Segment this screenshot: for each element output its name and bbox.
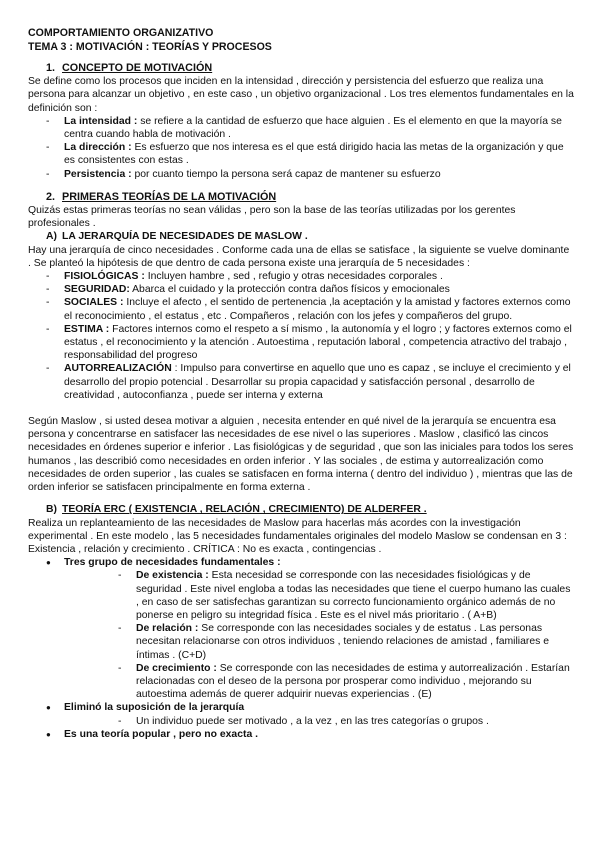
item-term: AUTORREALIZACIÓN (64, 363, 172, 375)
removed-hierarchy-list (100, 715, 574, 728)
section-2-number: 2. (46, 190, 56, 203)
subsection-b-number: B) (46, 504, 57, 516)
maslow-needs-list (28, 270, 574, 402)
item-text: : Impulso para convertirse en aquello que uno es capaz , se incluye el crecimiento y el desarrollo del propio potencial . Desarrollar su propia capacidad y satisfacción personal , desarrollo de creatividad , autoconfianza , puede ser interna y externa (64, 363, 571, 401)
list-item (28, 168, 574, 181)
section-1-title: CONCEPTO DE MOTIVACIÓN (62, 62, 213, 74)
list-item (28, 270, 574, 283)
item-term: Persistencia : (64, 168, 132, 180)
erc-groups-list (100, 569, 574, 701)
item-term: De existencia : (136, 570, 209, 582)
item-term: La dirección : (64, 142, 132, 154)
list-item (100, 715, 574, 728)
item-term: ESTIMA : (64, 323, 110, 335)
item-text: Incluyen hambre , sed , refugio y otras necesidades corporales . (144, 271, 443, 283)
spacer (28, 402, 574, 415)
section-1-number: 1. (46, 62, 56, 74)
list-item (100, 569, 574, 622)
item-term: SEGURIDAD: (64, 284, 130, 296)
item-text: Un individuo puede ser motivado , a la vez , en las tres categorías o grupos . (136, 715, 489, 727)
subsection-b-heading (46, 503, 574, 516)
subsection-a-number: A) (46, 231, 57, 243)
section-2-heading (46, 191, 574, 204)
item-text: Factores internos como el respeto a sí mismo , la autonomía y el logro ; y factores externos como el estatus , el reconocimiento y la atención . Autoestima , reputación laboral , competencia atractivo del trabajo , responsabilidad del progreso (64, 323, 572, 362)
item-text: Incluye el afecto , el sentido de pertenencia ,la aceptación y la amistad y factores externos como el reconocimiento , el estatus , etc . Compañeros , relación con los jefes y compañeros del grupo. (64, 297, 571, 322)
item-text: Abarca el cuidado y la protección contra daños físicos y emocionales (129, 284, 450, 296)
item-text: por cuanto tiempo la persona será capaz de mantener su esfuerzo (131, 168, 441, 180)
item-term: SOCIALES : (64, 297, 124, 309)
list-item (28, 283, 574, 296)
subsection-a-title: LA JERARQUÍA DE NECESIDADES DE MASLOW . (62, 231, 308, 243)
item-term: FISIOLÓGICAS : (64, 271, 145, 283)
list-item (28, 296, 574, 322)
list-item (28, 556, 574, 701)
item-text: se refiere a la cantidad de esfuerzo que hace alguien . Es el elemento en que la mayoría se centra cuando habla de motivación . (64, 115, 562, 141)
section-2-intro: Quizás estas primeras teorías no sean válidas , pero son la base de las teorías utilizadas por los gerentes profesionales . (28, 205, 516, 230)
list-item (28, 141, 574, 167)
groups-title: Tres grupo de necesidades fundamentales : (64, 557, 281, 569)
list-item (28, 323, 574, 363)
item-text: Esta necesidad se corresponde con las necesidades fisiológicas y de seguridad . Este nivel engloba a todas las necesidades que tiene el cuerpo humano las cuales , en caso de ser satisfechas garantizan su correcto funcionamiento orgánico además de no ponerse en peligro su integridad física . Este es el nivel más prioritario . ( A+B) (136, 570, 571, 621)
maslow-closing: Según Maslow , si usted desea motivar a alguien , necesita entender en qué nivel de la jerarquía se encuentra esa persona y concentrarse en satisfacer las necesidades de ese nivel o las superiores . Maslow , clasificó las cincos necesidades en órdenes superior e inferior . Las fisiológicas y de seguridad , que son las iniciales para todos los seres humanos , las describió como necesidades en orden inferior . Y las sociales , de estima y autorrealización como necesidades de orden superior , las cuales se satisfacen en forma interna ( dentro del individuo ) , mientras que las de orden inferior se satisfacen principalmente en forma externa . (28, 416, 574, 494)
removed-hierarchy-title: Eliminó la suposición de la jerarquía (64, 702, 245, 714)
motivation-elements-list (28, 115, 574, 181)
course-title: COMPORTAMIENTO ORGANIZATIVO (28, 27, 214, 39)
item-text: Es esfuerzo que nos interesa es el que está dirigido hacia las metas de la organización y que es consistentes con estas . (64, 142, 564, 167)
maslow-intro: Hay una jerarquía de cinco necesidades . Conforme cada una de ellas se satisface , la siguiente se vuelve dominante . Se planteó la hipótesis de que dentro de cada persona existe una jerarquía de 5 necesidades : (28, 244, 570, 269)
item-term: De crecimiento : (136, 662, 217, 674)
erc-intro: Realiza un replanteamiento de las necesidades de Maslow para hacerlas más acordes con la investigación experimental . En este modelo , las 5 necesidades fundamentales originales del modelo Maslow se condensan en 3 : Existencia , relación y crecimiento . CRÍTICA : No es exacta , contingencias . (28, 517, 567, 555)
erc-bullets (28, 556, 574, 741)
item-text: Se corresponde con las necesidades sociales y de estatus . Las personas necesitan relacionarse con otros individuos , teniendo relaciones de amistad , familiares e íntimas . (C+D) (136, 623, 549, 661)
subsection-b-title: TEORÍA ERC ( EXISTENCIA , RELACIÓN , CRECIMIENTO) DE ALDERFER . (62, 504, 427, 516)
topic-title: TEMA 3 : MOTIVACIÓN : TEORÍAS Y PROCESOS (28, 41, 272, 53)
section-2-title: PRIMERAS TEORÍAS DE LA MOTIVACIÓN (62, 190, 277, 203)
subsection-a-heading (46, 230, 574, 243)
section-1-intro: Se define como los procesos que inciden en la intensidad , dirección y persistencia del esfuerzo que realiza una persona para alcanzar un objetivo , en este caso , un objetivo organizacional . Los tres elementos fundamentales en la definición son : (28, 76, 574, 114)
section-1-heading (46, 62, 574, 75)
list-item (100, 622, 574, 662)
list-item (28, 701, 574, 727)
popular-theory-note: Es una teoría popular , pero no exacta . (64, 728, 259, 740)
list-item (28, 362, 574, 402)
list-item (100, 662, 574, 702)
item-text: Se corresponde con las necesidades de estima y autorrealización . Estarían relacionadas con el deseo de la persona por prosperar como individuo , mejorando su autoestima además de querer adquirir nuevas experiencias . (E) (136, 662, 570, 701)
item-term: La intensidad : (64, 115, 138, 127)
list-item (28, 728, 574, 741)
list-item (28, 115, 574, 141)
item-term: De relación : (136, 623, 199, 635)
